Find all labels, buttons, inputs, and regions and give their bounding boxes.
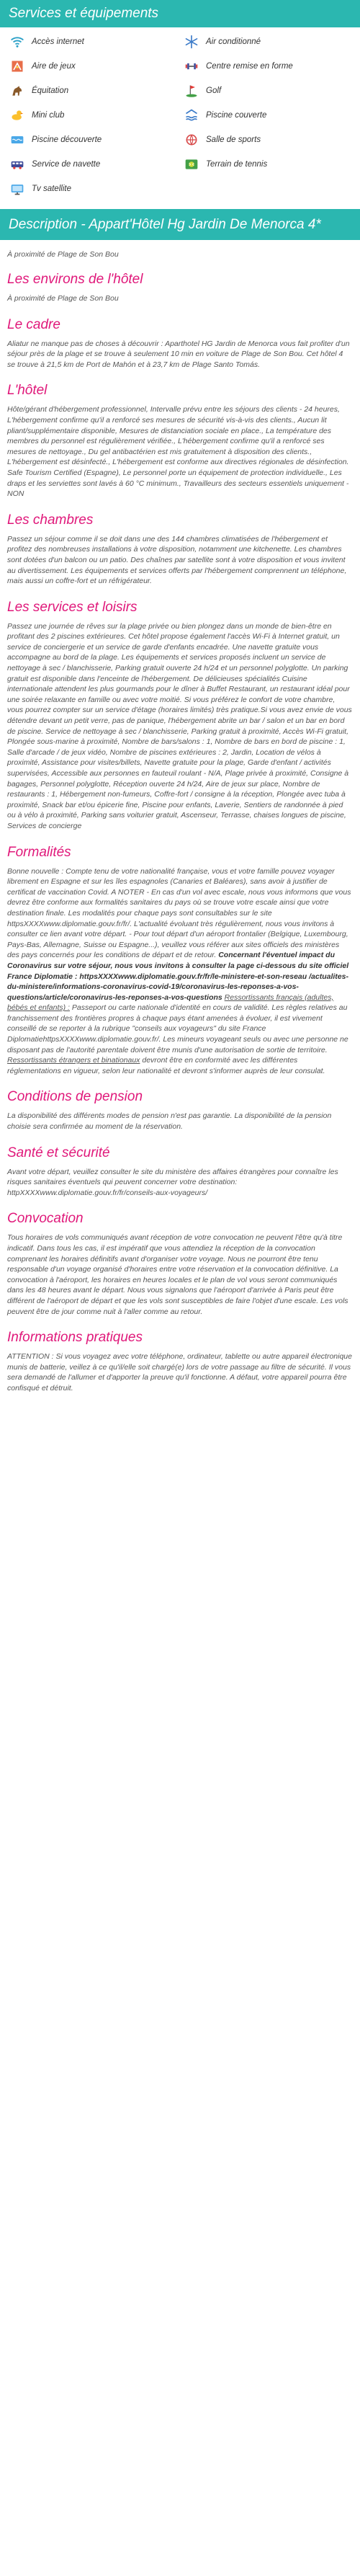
- convocation-text: Tous horaires de vols communiqués avant réception de votre convocation ne peuvent l'être qu'à titre indicatif. Dans tous les cas, il est impératif que vous attendiez la réception de la convocation comprenant les horaires définitifs avant d'organiser votre voyage. Nous ne pourront être tenu responsable d'un voyage organisé d'horaires entre votre réservation et la convocation définitive. La convocation à l'aéroport, les horaires en heures locales et le plan de vol vous seront communiqués dans les 48 heures avant le départ. Nous vous signalons que l'aéroport d'arrivée à Paris peut être différent de l'aéroport de départ et que les vols sont susceptibles de faire l'objet d'une escale. Les vols peuvent être de jour comme nuit à l'aller comme au retour.: [7, 1233, 348, 1316]
- hotel-text: Hôte/gérant d'hébergement professionnel, Intervalle prévu entre les séjours des clients - 24 heures, L'hébergement confirme qu'il a renforcé ses mesures de sécurité vis-à-vis des clients., Aucun lit pliant/supplémentaire disponible, Mesures de distanciation sociale en place., La température des membres du personnel est régulièrement vérifiée., L'hébergement confirme qu'il a renforcé ses mesures de nettoyage., Du gel antibactérien est mis gratuitement à disposition des clients., L'hébergement est désinfecté., L'hébergement est conforme aux directives régionales de désinfection. Safe Tourism Certified (Espagne), Le personnel porte un équipement de protection individuelle., Les draps et les serviettes sont lavés à 60 °C minimum., Travailleurs des secteurs essentiels uniquement - NON: [7, 405, 349, 499]
- service-label: Centre remise en forme: [206, 62, 293, 71]
- horse-icon: [9, 84, 26, 98]
- indoor-pool-icon: [183, 108, 200, 123]
- service-item: [183, 35, 351, 49]
- environs-text: À proximité de Plage de Son Bou: [7, 294, 119, 303]
- sante-text: Avant votre départ, veuillez consulter le site du ministère des affaires étrangères pour connaître les risques sanitaires éventuels qui peuvent concerner votre destination: httpXXXXwww.diplomatie.gouv.fr/fr/conseils-aux-voyageurs/: [7, 1167, 338, 1197]
- formalites-p2: Passeport ou carte nationale d'identité en cours de validité. Les règles relatives au franchissement des frontières propres à chaque pays étant amenées à évoluer, il est vivement conseillé de se reporter à la rubrique "conseils aux voyageurs" du site France DiplomatiehttpsXXXXwww.diplomatie.gouv.fr/. Les mineurs voyageant seuls ou avec une personne ne disposant pas de l'autorité parentale doivent être munis d'une autorisation de sortie de territoire.: [7, 1003, 348, 1054]
- convocation-title: Convocation: [7, 1211, 84, 1227]
- pension-text: La disponibilité des différents modes de pension n'est pas garantie. La disponibilité de la pension choisie sera confirmée au moment de la réservation.: [7, 1111, 332, 1132]
- duck-icon: [9, 108, 26, 123]
- service-item: [183, 84, 351, 98]
- outdoor-pool-icon: [9, 133, 26, 147]
- services-header: Services et équipements: [0, 0, 360, 27]
- infos-text: ATTENTION : Si vous voyagez avec votre téléphone, ordinateur, tablette ou autre appareil électronique munis de batterie, veillez à ce qu'il/elle soit chargé(e) lors de votre passage au filtre de sécurité. Il vous sera demandé de l'allumer et d'apporter la preuve qu'il fonctionne. A défaut, votre appareil pourra être confisqué et détruit.: [7, 1352, 352, 1393]
- playground-icon: [9, 59, 26, 74]
- chambres-text: Passez un séjour comme il se doit dans une des 144 chambres climatisées de l'hébergement et profitez des nombreuses installations à votre disposition, notamment une kitchenette. Les chambres sont dotées d'un balcon ou un patio. Des chaînes par satellite sont à votre disposition et vous invitent au divertissement. Les équipements et services offerts par l'hébergement comprennent un téléphone, mais aussi un coffre-fort et un réfrigérateur.: [7, 534, 347, 586]
- service-item: [9, 157, 177, 172]
- location-note: À proximité de Plage de Son Bou: [7, 250, 119, 259]
- description-content: [0, 240, 360, 1410]
- description-header: Description - Appart'Hôtel Hg Jardin De Menorca 4*: [0, 209, 360, 240]
- service-label: Piscine découverte: [32, 136, 102, 144]
- service-label: Piscine couverte: [206, 111, 267, 120]
- sante-title: Santé et sécurité: [7, 1145, 110, 1160]
- cadre-text: Aliatur ne manque pas de choses à découvrir : Aparthotel HG Jardin de Menorca vous fait profiter d'un séjour près de la plage et se trouve à seulement 10 min en voiture de Plage de Son Bou. Cet hôtel 4 se trouve à 21,5 km de Port de Mahón et à 23,7 km de Plage Santo Tomás.: [7, 339, 350, 369]
- environs-title: Les environs de l'hôtel: [7, 272, 143, 287]
- hotel-title: L'hôtel: [7, 383, 48, 399]
- formalites-title: Formalités: [7, 844, 71, 860]
- tennis-icon: [183, 157, 200, 172]
- service-item: [9, 35, 177, 49]
- gym-icon: [183, 133, 200, 147]
- cadre-title: Le cadre: [7, 316, 60, 332]
- service-label: Équitation: [32, 86, 69, 95]
- service-item: [9, 59, 177, 74]
- service-item: [183, 157, 351, 172]
- formalites-text: [7, 866, 353, 1077]
- shuttle-bus-icon: [9, 157, 26, 172]
- service-label: Tv satellite: [32, 185, 71, 193]
- service-label: Aire de jeux: [32, 62, 76, 71]
- formalites-p3: devront être en conformité avec les différentes réglementations en vigueur, selon leur nationalité et devront s'informer auprès de leur consulat.: [7, 1056, 325, 1075]
- wifi-icon: [9, 35, 26, 49]
- service-label: Golf: [206, 86, 222, 95]
- loisirs-title: Les services et loisirs: [7, 599, 138, 615]
- service-item: [183, 108, 351, 123]
- service-item: [9, 84, 177, 98]
- chambres-title: Les chambres: [7, 512, 94, 528]
- service-label: Terrain de tennis: [206, 160, 268, 169]
- service-item: [183, 133, 351, 147]
- pension-title: Conditions de pension: [7, 1089, 143, 1105]
- tv-icon: [9, 182, 26, 196]
- snowflake-icon: [183, 35, 200, 49]
- fitness-icon: [183, 59, 200, 74]
- loisirs-text: Passez une journée de rêves sur la plage privée ou bien plongez dans un monde de bien-être en profitant des 2 piscines extérieures. Cet hôtel propose également l'accès Wi-Fi à Internet gratuit, un service de conciergerie et un service de garde d'enfants encadrée. Une navette gratuite vous accompagne au bord de la plage. Les équipements et services proposés incluent un service de nettoyage à sec / blanchisserie, Parking gratuit ouverte 24 h/24 et un personnel polyglotte. Un parking gratuit est disponible dans l'enceinte de l'hébergement. De délicieuses spécialités Cuisine internationale attendent les plus gourmands pour le dîner à Buffet Restaurant, un restaurant idéal pour une soirée relaxante en famille ou avec votre moitié. Si vous préférez le confort de votre chambre, vous pourrez compter sur un service d'étage (horaires limités) très pratique.Si vous avez envie de vous détendre devant un petit verre, pas de panique, l'hébergement abrite un bar / salon et un bar en bord de piscine. Service de nettoyage à sec / blanchisserie, Parking gratuit à proximité, Accès Wi-Fi gratuit, Plongée sous-marine à proximité, Nombre de bars/salons : 1, Nombre de bars en bord de piscine : 1, Salle d'arcade / de jeux vidéo, Nombre de piscines extérieures : 2, Jardin, Location de vélos à proximité, Assistance pour visites/billets, Navette gratuite pour la plage, Garde d'enfant / activités supervisées, Accessible aux personnes en fauteuil roulant - N/A, Plage privée à proximité, Consigne à bagages, Personnel polyglotte, Réception ouverte 24 h/24, Aire de jeux sur place, Nombre de restaurants : 1, Hébergement non-fumeurs, Coffre-fort / consigne à la réception, Plongée avec tuba à proximité, Snack bar et/ou épicerie fine, Piscine pour enfants, Laverie, Sentiers de randonnée à pied ou à vélo à proximité, Parking sans voiturier gratuit, Ascenseur, Terrasse, chaises longues de piscine, Services de concierge: [7, 621, 352, 830]
- service-label: Accès internet: [32, 37, 84, 46]
- service-label: Service de navette: [32, 160, 101, 169]
- infos-title: Informations pratiques: [7, 1330, 143, 1346]
- services-grid: [0, 27, 360, 199]
- formalites-p1: Bonne nouvelle : Compte tenu de votre nationalité française, vous et votre famille pouvez voyager librement en Espagne et sur les îles espagnoles (Canaries et Baléares), sans avoir à justifier de certificat de vaccination Covid. A NOTER - En cas d'un vol avec escale, nous vous informons que vous devrez être conforme aux formalités sanitaires du pays où se trouve votre escale ainsi que votre destination finale. Les modalités pour chaque pays sont consultables sur le site httpsXXXXwww.diplomatie.gouv.fr/fr/. L'actualité évoluant très régulièrement, nous vous invitons à consulter ce lien avant votre départ. - Pour tout départ d'un aéroport frontalier (Belgique, Luxembourg, Pays-Bas, Allemagne, Suisse ou Espagne...), veuillez vous référer aux sites officiels des ministères des pays concernés pour les conditions de départ et de retour.: [7, 866, 351, 960]
- service-item: [9, 182, 177, 196]
- golf-icon: [183, 84, 200, 98]
- service-label: Air conditionné: [206, 37, 261, 46]
- service-item: [183, 59, 351, 74]
- ressortissants-francais-link[interactable]: Ressortissants français (adultes, bébés et enfants) :: [7, 992, 334, 1013]
- service-label: Mini club: [32, 111, 65, 120]
- service-item: [9, 133, 177, 147]
- service-label: Salle de sports: [206, 136, 261, 144]
- service-item: [9, 108, 177, 123]
- ressortissants-etrangers-link[interactable]: Ressortissants étrangers et binationaux: [7, 1056, 140, 1065]
- formalites-bold: Concernant l'éventuel impact du Coronavirus sur votre séjour, nous vous invitons à consulter la page ci-dessous du site officiel France Diplomatie : httpsXXXXwww.diplomatie.gouv.fr/fr/le-ministere-et-son-reseau /actualites-du-ministere/informations-coronavirus-covid-19/coronavirus-les-reponses-a-vos-questions/article/coronavirus-les-reponses-a-vos-questions: [7, 951, 349, 1002]
